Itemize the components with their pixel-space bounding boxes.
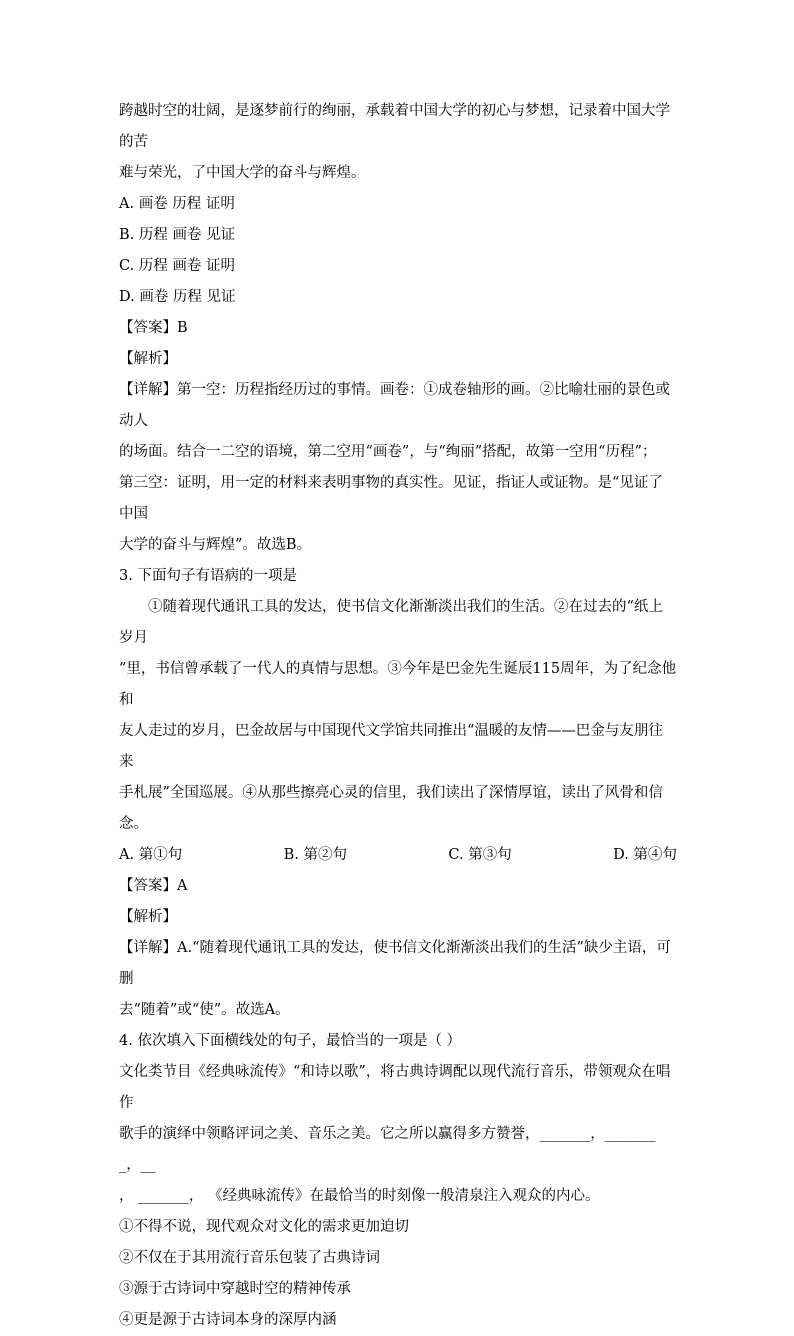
q3-passage-line-2: ”里，书信曾承载了一代人的真情与思想。③今年是巴金先生诞辰115周年，为了纪念他和 (119, 661, 677, 708)
q4-passage-line-3: ， _______， 《经典咏流传》在最恰当的时刻像一般清泉注入观众的内心。 (119, 1188, 600, 1204)
q2-passage-line-2: 难与荣光，了中国大学的奋斗与辉煌。 (119, 165, 366, 181)
q3-choice-c: C. 第③句 (448, 847, 512, 863)
q2-answer: 【答案】B (119, 320, 188, 336)
q2-detail-line-1: 【详解】第一空：历程指经历过的事情。画卷：①成卷轴形的画。②比喻壮丽的景色或动人 (119, 382, 670, 429)
q2-detail-line-2: 的场面。结合一二空的语境，第二空用“画卷”，与“绚丽”搭配，故第一空用“历程”； (119, 444, 657, 460)
q3-choice-b: B. 第②句 (283, 847, 347, 863)
q2-passage-line-1: 跨越时空的壮阔，是逐梦前行的绚丽，承载着中国大学的初心与梦想，记录着中国大学的苦 (119, 103, 670, 150)
q3-title: 3. 下面句子有语病的一项是 (119, 568, 297, 584)
q2-detail-line-4: 大学的奋斗与辉煌”。故选B。 (119, 537, 312, 553)
q4-passage-line-1: 文化类节目《经典咏流传》“和诗以歌”，将古典诗调配以现代流行音乐，带领观众在唱作 (119, 1064, 671, 1111)
q3-answer: 【答案】A (119, 878, 188, 894)
q3-detail-line-2: 去“随着”或“使”。故选A。 (119, 1002, 290, 1018)
q4-item-4: ④更是源于古诗词本身的深厚内涵 (119, 1312, 337, 1328)
q4-item-1: ①不得不说，现代观众对文化的需求更加迫切 (119, 1219, 409, 1235)
q2-option-a: A. 画卷 历程 证明 (119, 196, 235, 212)
q3-choice-d: D. 第④句 (613, 847, 677, 863)
q3-choice-a: A. 第①句 (119, 847, 183, 863)
q2-option-d: D. 画卷 历程 见证 (119, 289, 236, 305)
q3-detail-line-1: 【详解】A.“随着现代通讯工具的发达，使书信文化渐渐淡出我们的生活”缺少主语，可删 (119, 940, 671, 987)
q3-choices (119, 840, 677, 871)
q2-detail-line-3: 第三空：证明，用一定的材料来表明事物的真实性。见证，指证人或证物。是“见证了中国 (119, 475, 663, 522)
q3-passage-line-4: 手札展”全国巡展。④从那些擦亮心灵的信里，我们读出了深情厚谊，读出了风骨和信念。 (119, 785, 663, 832)
q3-analysis-label: 【解析】 (119, 909, 177, 925)
q3-passage-line-1: ①随着现代通讯工具的发达，使书信文化渐渐淡出我们的生活。②在过去的“纸上岁月 (119, 599, 663, 646)
q2-option-b: B. 历程 画卷 见证 (119, 227, 236, 243)
page-content (119, 96, 677, 1336)
q4-item-2: ②不仅在于其用流行音乐包装了古典诗词 (119, 1250, 380, 1266)
q4-title: 4. 依次填入下面横线处的句子，最恰当的一项是（ ） (119, 1033, 462, 1049)
q2-option-c: C. 历程 画卷 证明 (119, 258, 236, 274)
q2-analysis-label: 【解析】 (119, 351, 177, 367)
q4-item-3: ③源于古诗词中穿越时空的精神传承 (119, 1281, 351, 1297)
q4-passage-line-2: 歌手的演绎中领略评词之美、音乐之美。它之所以赢得多方赞誉，_______，________，__ (119, 1126, 656, 1173)
q3-passage-line-3: 友人走过的岁月，巴金故居与中国现代文学馆共同推出“温暖的友情——巴金与友朋往来 (119, 723, 663, 770)
